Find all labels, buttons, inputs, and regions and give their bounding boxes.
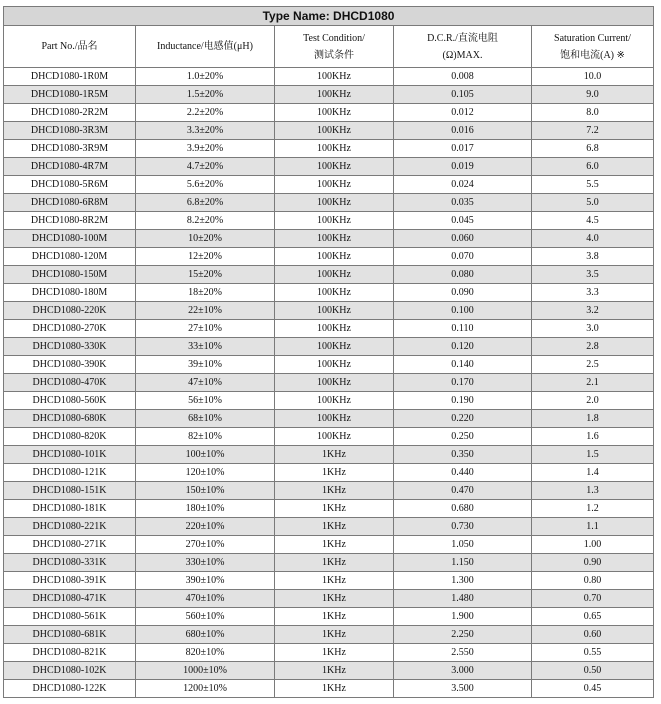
test-condition-cell: 100KHz <box>275 266 394 284</box>
test-condition-cell: 100KHz <box>275 356 394 374</box>
part-no-cell: DHCD1080-3R9M <box>4 140 136 158</box>
test-condition-cell: 100KHz <box>275 194 394 212</box>
saturation-current-cell: 6.8 <box>532 140 654 158</box>
saturation-current-cell: 3.0 <box>532 320 654 338</box>
saturation-current-cell: 4.5 <box>532 212 654 230</box>
saturation-current-cell: 1.1 <box>532 518 654 536</box>
header-saturation-current <box>532 26 654 68</box>
saturation-current-cell: 1.2 <box>532 500 654 518</box>
table-row <box>4 608 654 626</box>
dcr-cell: 0.070 <box>394 248 532 266</box>
test-condition-cell: 1KHz <box>275 644 394 662</box>
part-no-cell: DHCD1080-271K <box>4 536 136 554</box>
saturation-current-cell: 0.55 <box>532 644 654 662</box>
table-row <box>4 212 654 230</box>
table-row <box>4 410 654 428</box>
inductance-cell: 1.5±20% <box>136 86 275 104</box>
table-row <box>4 482 654 500</box>
dcr-cell: 0.012 <box>394 104 532 122</box>
header-dcr-line2: (Ω)MAX. <box>442 49 483 61</box>
table-row <box>4 248 654 266</box>
saturation-current-cell: 3.3 <box>532 284 654 302</box>
table-row <box>4 176 654 194</box>
part-no-cell: DHCD1080-5R6M <box>4 176 136 194</box>
test-condition-cell: 100KHz <box>275 320 394 338</box>
part-no-cell: DHCD1080-122K <box>4 680 136 698</box>
dcr-cell: 0.080 <box>394 266 532 284</box>
dcr-cell: 0.090 <box>394 284 532 302</box>
dcr-cell: 0.120 <box>394 338 532 356</box>
test-condition-cell: 1KHz <box>275 536 394 554</box>
header-dcr <box>394 26 532 68</box>
dcr-cell: 2.550 <box>394 644 532 662</box>
table-row <box>4 662 654 680</box>
test-condition-cell: 1KHz <box>275 518 394 536</box>
part-no-cell: DHCD1080-390K <box>4 356 136 374</box>
part-no-cell: DHCD1080-6R8M <box>4 194 136 212</box>
test-condition-cell: 1KHz <box>275 626 394 644</box>
part-no-cell: DHCD1080-821K <box>4 644 136 662</box>
dcr-cell: 1.300 <box>394 572 532 590</box>
table-row <box>4 302 654 320</box>
part-no-cell: DHCD1080-221K <box>4 518 136 536</box>
inductance-cell: 4.7±20% <box>136 158 275 176</box>
test-condition-cell: 100KHz <box>275 374 394 392</box>
test-condition-cell: 1KHz <box>275 608 394 626</box>
part-no-cell: DHCD1080-8R2M <box>4 212 136 230</box>
spec-table-container <box>3 6 653 698</box>
table-row <box>4 680 654 698</box>
part-no-cell: DHCD1080-121K <box>4 464 136 482</box>
table-row <box>4 536 654 554</box>
dcr-cell: 0.440 <box>394 464 532 482</box>
table-row <box>4 68 654 86</box>
saturation-current-cell: 0.80 <box>532 572 654 590</box>
test-condition-cell: 1KHz <box>275 464 394 482</box>
inductance-cell: 100±10% <box>136 446 275 464</box>
part-no-cell: DHCD1080-151K <box>4 482 136 500</box>
inductance-cell: 3.9±20% <box>136 140 275 158</box>
table-row <box>4 320 654 338</box>
saturation-current-cell: 1.8 <box>532 410 654 428</box>
table-row <box>4 626 654 644</box>
saturation-current-cell: 7.2 <box>532 122 654 140</box>
part-no-cell: DHCD1080-470K <box>4 374 136 392</box>
test-condition-cell: 100KHz <box>275 248 394 266</box>
saturation-current-cell: 4.0 <box>532 230 654 248</box>
test-condition-cell: 100KHz <box>275 284 394 302</box>
dcr-cell: 0.035 <box>394 194 532 212</box>
table-row <box>4 86 654 104</box>
header-saturation-current-line1: Saturation Current/ <box>554 32 631 44</box>
inductance-cell: 390±10% <box>136 572 275 590</box>
inductance-cell: 15±20% <box>136 266 275 284</box>
inductance-cell: 6.8±20% <box>136 194 275 212</box>
table-row <box>4 356 654 374</box>
dcr-cell: 0.100 <box>394 302 532 320</box>
inductance-cell: 120±10% <box>136 464 275 482</box>
table-row <box>4 230 654 248</box>
inductance-cell: 1.0±20% <box>136 68 275 86</box>
inductance-cell: 5.6±20% <box>136 176 275 194</box>
table-row <box>4 500 654 518</box>
test-condition-cell: 1KHz <box>275 680 394 698</box>
spec-table <box>3 6 654 698</box>
test-condition-cell: 1KHz <box>275 662 394 680</box>
table-body <box>4 68 654 698</box>
saturation-current-cell: 3.8 <box>532 248 654 266</box>
dcr-cell: 3.500 <box>394 680 532 698</box>
saturation-current-cell: 6.0 <box>532 158 654 176</box>
saturation-current-cell: 10.0 <box>532 68 654 86</box>
saturation-current-cell: 2.5 <box>532 356 654 374</box>
dcr-cell: 0.024 <box>394 176 532 194</box>
saturation-current-cell: 1.6 <box>532 428 654 446</box>
saturation-current-cell: 5.5 <box>532 176 654 194</box>
saturation-current-cell: 0.50 <box>532 662 654 680</box>
table-row <box>4 104 654 122</box>
part-no-cell: DHCD1080-180M <box>4 284 136 302</box>
table-row <box>4 158 654 176</box>
table-row <box>4 554 654 572</box>
test-condition-cell: 100KHz <box>275 86 394 104</box>
table-row <box>4 464 654 482</box>
dcr-cell: 0.060 <box>394 230 532 248</box>
saturation-current-cell: 8.0 <box>532 104 654 122</box>
test-condition-cell: 100KHz <box>275 428 394 446</box>
part-no-cell: DHCD1080-471K <box>4 590 136 608</box>
inductance-cell: 27±10% <box>136 320 275 338</box>
dcr-cell: 1.150 <box>394 554 532 572</box>
header-test-condition-line1: Test Condition/ <box>303 32 365 44</box>
test-condition-cell: 100KHz <box>275 212 394 230</box>
test-condition-cell: 100KHz <box>275 68 394 86</box>
table-row <box>4 644 654 662</box>
inductance-cell: 470±10% <box>136 590 275 608</box>
part-no-cell: DHCD1080-1R5M <box>4 86 136 104</box>
inductance-cell: 270±10% <box>136 536 275 554</box>
table-row <box>4 140 654 158</box>
dcr-cell: 0.350 <box>394 446 532 464</box>
dcr-cell: 1.050 <box>394 536 532 554</box>
test-condition-cell: 1KHz <box>275 500 394 518</box>
test-condition-cell: 100KHz <box>275 122 394 140</box>
part-no-cell: DHCD1080-560K <box>4 392 136 410</box>
part-no-cell: DHCD1080-4R7M <box>4 158 136 176</box>
inductance-cell: 12±20% <box>136 248 275 266</box>
dcr-cell: 1.480 <box>394 590 532 608</box>
test-condition-cell: 100KHz <box>275 230 394 248</box>
part-no-cell: DHCD1080-181K <box>4 500 136 518</box>
part-no-cell: DHCD1080-3R3M <box>4 122 136 140</box>
inductance-cell: 33±10% <box>136 338 275 356</box>
part-no-cell: DHCD1080-391K <box>4 572 136 590</box>
part-no-cell: DHCD1080-331K <box>4 554 136 572</box>
dcr-cell: 0.105 <box>394 86 532 104</box>
part-no-cell: DHCD1080-680K <box>4 410 136 428</box>
inductance-cell: 39±10% <box>136 356 275 374</box>
saturation-current-cell: 2.0 <box>532 392 654 410</box>
table-title: Type Name: DHCD1080 <box>4 7 654 26</box>
saturation-current-cell: 3.5 <box>532 266 654 284</box>
table-row <box>4 338 654 356</box>
dcr-cell: 0.470 <box>394 482 532 500</box>
table-row <box>4 392 654 410</box>
header-dcr-line1: D.C.R./直流电阻 <box>427 32 498 44</box>
test-condition-cell: 1KHz <box>275 446 394 464</box>
test-condition-cell: 1KHz <box>275 554 394 572</box>
saturation-current-cell: 0.60 <box>532 626 654 644</box>
table-row <box>4 572 654 590</box>
inductance-cell: 1000±10% <box>136 662 275 680</box>
saturation-current-cell: 3.2 <box>532 302 654 320</box>
header-row <box>4 26 654 68</box>
table-row <box>4 518 654 536</box>
test-condition-cell: 1KHz <box>275 590 394 608</box>
part-no-cell: DHCD1080-150M <box>4 266 136 284</box>
table-row <box>4 446 654 464</box>
dcr-cell: 0.250 <box>394 428 532 446</box>
inductance-cell: 10±20% <box>136 230 275 248</box>
part-no-cell: DHCD1080-102K <box>4 662 136 680</box>
dcr-cell: 0.017 <box>394 140 532 158</box>
test-condition-cell: 100KHz <box>275 158 394 176</box>
dcr-cell: 0.045 <box>394 212 532 230</box>
header-part-no-line1: Part No./品名 <box>41 41 98 52</box>
dcr-cell: 0.008 <box>394 68 532 86</box>
part-no-cell: DHCD1080-820K <box>4 428 136 446</box>
test-condition-cell: 100KHz <box>275 176 394 194</box>
inductance-cell: 8.2±20% <box>136 212 275 230</box>
saturation-current-cell: 1.3 <box>532 482 654 500</box>
saturation-current-cell: 2.1 <box>532 374 654 392</box>
inductance-cell: 820±10% <box>136 644 275 662</box>
header-test-condition-line2: 测试条件 <box>314 49 354 61</box>
saturation-current-cell: 5.0 <box>532 194 654 212</box>
dcr-cell: 0.730 <box>394 518 532 536</box>
part-no-cell: DHCD1080-561K <box>4 608 136 626</box>
saturation-current-cell: 0.65 <box>532 608 654 626</box>
inductance-cell: 2.2±20% <box>136 104 275 122</box>
header-part-no <box>4 26 136 68</box>
header-inductance <box>136 26 275 68</box>
table-row <box>4 122 654 140</box>
inductance-cell: 560±10% <box>136 608 275 626</box>
part-no-cell: DHCD1080-120M <box>4 248 136 266</box>
test-condition-cell: 100KHz <box>275 410 394 428</box>
inductance-cell: 220±10% <box>136 518 275 536</box>
dcr-cell: 0.110 <box>394 320 532 338</box>
part-no-cell: DHCD1080-101K <box>4 446 136 464</box>
inductance-cell: 82±10% <box>136 428 275 446</box>
saturation-current-cell: 1.5 <box>532 446 654 464</box>
inductance-cell: 3.3±20% <box>136 122 275 140</box>
dcr-cell: 3.000 <box>394 662 532 680</box>
test-condition-cell: 100KHz <box>275 392 394 410</box>
part-no-cell: DHCD1080-1R0M <box>4 68 136 86</box>
test-condition-cell: 100KHz <box>275 140 394 158</box>
table-row <box>4 194 654 212</box>
dcr-cell: 0.220 <box>394 410 532 428</box>
part-no-cell: DHCD1080-2R2M <box>4 104 136 122</box>
table-row <box>4 428 654 446</box>
part-no-cell: DHCD1080-681K <box>4 626 136 644</box>
table-row <box>4 374 654 392</box>
saturation-current-cell: 2.8 <box>532 338 654 356</box>
header-saturation-current-line2: 饱和电流(A) ※ <box>560 49 625 61</box>
part-no-cell: DHCD1080-330K <box>4 338 136 356</box>
inductance-cell: 47±10% <box>136 374 275 392</box>
inductance-cell: 680±10% <box>136 626 275 644</box>
dcr-cell: 0.170 <box>394 374 532 392</box>
dcr-cell: 0.016 <box>394 122 532 140</box>
part-no-cell: DHCD1080-270K <box>4 320 136 338</box>
inductance-cell: 1200±10% <box>136 680 275 698</box>
dcr-cell: 0.140 <box>394 356 532 374</box>
test-condition-cell: 1KHz <box>275 572 394 590</box>
saturation-current-cell: 0.70 <box>532 590 654 608</box>
test-condition-cell: 1KHz <box>275 482 394 500</box>
inductance-cell: 330±10% <box>136 554 275 572</box>
test-condition-cell: 100KHz <box>275 338 394 356</box>
inductance-cell: 180±10% <box>136 500 275 518</box>
part-no-cell: DHCD1080-100M <box>4 230 136 248</box>
table-row <box>4 266 654 284</box>
part-no-cell: DHCD1080-220K <box>4 302 136 320</box>
dcr-cell: 2.250 <box>394 626 532 644</box>
header-inductance-line1: Inductance/电感值(μH) <box>157 41 253 52</box>
table-row <box>4 590 654 608</box>
dcr-cell: 0.019 <box>394 158 532 176</box>
saturation-current-cell: 9.0 <box>532 86 654 104</box>
saturation-current-cell: 1.4 <box>532 464 654 482</box>
saturation-current-cell: 0.90 <box>532 554 654 572</box>
inductance-cell: 22±10% <box>136 302 275 320</box>
test-condition-cell: 100KHz <box>275 104 394 122</box>
inductance-cell: 68±10% <box>136 410 275 428</box>
inductance-cell: 56±10% <box>136 392 275 410</box>
test-condition-cell: 100KHz <box>275 302 394 320</box>
header-test-condition <box>275 26 394 68</box>
table-row <box>4 284 654 302</box>
inductance-cell: 150±10% <box>136 482 275 500</box>
saturation-current-cell: 0.45 <box>532 680 654 698</box>
dcr-cell: 1.900 <box>394 608 532 626</box>
inductance-cell: 18±20% <box>136 284 275 302</box>
dcr-cell: 0.190 <box>394 392 532 410</box>
saturation-current-cell: 1.00 <box>532 536 654 554</box>
dcr-cell: 0.680 <box>394 500 532 518</box>
